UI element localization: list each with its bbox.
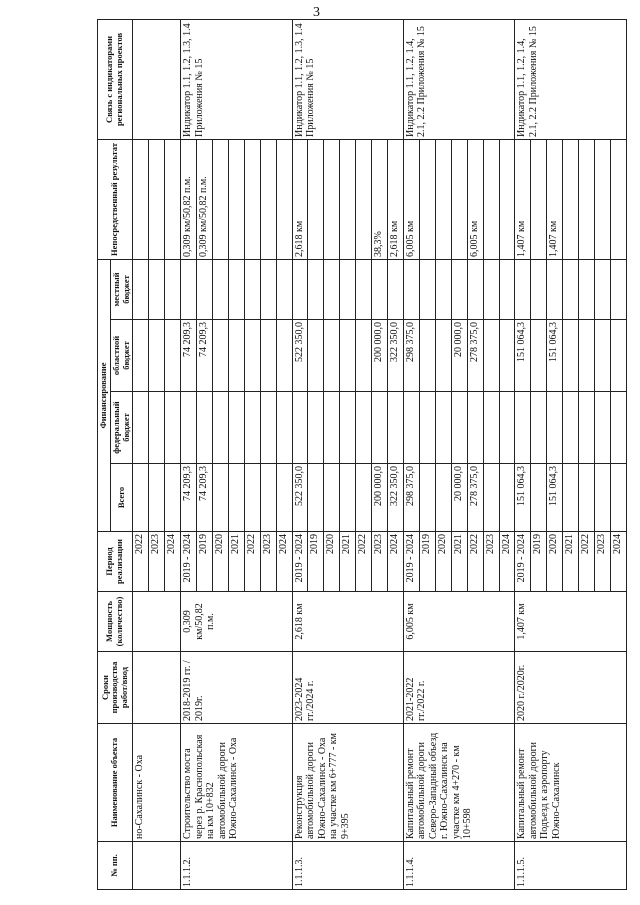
capacity: 2,618 км bbox=[292, 592, 403, 652]
total-amount bbox=[435, 464, 451, 532]
period-year: 2019 - 2024 bbox=[181, 532, 197, 592]
header-terms: Сроки производства работ/ввод bbox=[98, 652, 133, 724]
local-amount bbox=[610, 259, 626, 319]
direct-result bbox=[308, 139, 324, 259]
program-table bbox=[97, 19, 627, 890]
federal-amount bbox=[595, 392, 611, 464]
federal-amount bbox=[244, 392, 260, 464]
period-year: 2023 bbox=[372, 532, 388, 592]
federal-amount bbox=[451, 392, 467, 464]
total-amount bbox=[610, 464, 626, 532]
period-year: 2024 bbox=[499, 532, 515, 592]
direct-result bbox=[228, 139, 244, 259]
row-number: 1.1.1.2. bbox=[181, 842, 292, 890]
regional-amount: 151 064,3 bbox=[515, 320, 531, 392]
total-amount: 20 000,0 bbox=[451, 464, 467, 532]
direct-result bbox=[149, 139, 165, 259]
total-amount: 74 209,3 bbox=[196, 464, 212, 532]
federal-amount bbox=[610, 392, 626, 464]
table-row bbox=[133, 19, 149, 889]
total-amount bbox=[212, 464, 228, 532]
federal-amount bbox=[388, 392, 404, 464]
object-name: Реконструкция автомобильной дороги Южно-Сахалинск - Оха на участке км 6+777 - км 9+395 bbox=[292, 724, 403, 842]
direct-result bbox=[595, 139, 611, 259]
row-number: 1.1.1.3. bbox=[292, 842, 403, 890]
direct-result bbox=[435, 139, 451, 259]
table-row bbox=[515, 19, 531, 889]
header-num: № пп. bbox=[98, 842, 133, 890]
federal-amount bbox=[515, 392, 531, 464]
object-name: но-Сахалинск - Оха bbox=[133, 724, 181, 842]
direct-result bbox=[531, 139, 547, 259]
regional-amount bbox=[228, 320, 244, 392]
period-year: 2021 bbox=[563, 532, 579, 592]
indicator-link bbox=[133, 19, 181, 139]
total-amount bbox=[483, 464, 499, 532]
total-amount bbox=[356, 464, 372, 532]
direct-result: 0,309 км/50,82 п.м. bbox=[181, 139, 197, 259]
local-amount bbox=[324, 259, 340, 319]
regional-amount: 151 064,3 bbox=[547, 320, 563, 392]
federal-amount bbox=[467, 392, 483, 464]
local-amount bbox=[260, 259, 276, 319]
federal-amount bbox=[133, 392, 149, 464]
total-amount bbox=[228, 464, 244, 532]
regional-amount bbox=[595, 320, 611, 392]
local-amount bbox=[451, 259, 467, 319]
regional-amount bbox=[308, 320, 324, 392]
regional-amount bbox=[435, 320, 451, 392]
direct-result bbox=[165, 139, 181, 259]
table-row bbox=[292, 19, 308, 889]
period-year: 2021 bbox=[451, 532, 467, 592]
local-amount bbox=[595, 259, 611, 319]
regional-amount bbox=[563, 320, 579, 392]
total-amount bbox=[531, 464, 547, 532]
local-amount bbox=[340, 259, 356, 319]
federal-amount bbox=[499, 392, 515, 464]
total-amount bbox=[499, 464, 515, 532]
direct-result bbox=[563, 139, 579, 259]
local-amount bbox=[149, 259, 165, 319]
regional-amount bbox=[499, 320, 515, 392]
period-year: 2019 - 2024 bbox=[292, 532, 308, 592]
object-name: Капитальный ремонт автомобильной дороги Подъезд к аэропорту Южно-Сахалинск bbox=[515, 724, 627, 842]
object-name: Капитальный ремонт автомобильной дороги Северо-Западный объезд г. Южно-Сахалинск на участке км 4+270 - км 10+598 bbox=[403, 724, 514, 842]
work-terms: 2023-2024 гг./2024 г. bbox=[292, 652, 403, 724]
direct-result bbox=[340, 139, 356, 259]
period-year: 2023 bbox=[149, 532, 165, 592]
direct-result bbox=[499, 139, 515, 259]
regional-amount bbox=[579, 320, 595, 392]
regional-amount bbox=[149, 320, 165, 392]
total-amount: 322 350,0 bbox=[388, 464, 404, 532]
total-amount bbox=[308, 464, 324, 532]
period-year: 2019 bbox=[531, 532, 547, 592]
period-year: 2022 bbox=[467, 532, 483, 592]
federal-amount bbox=[563, 392, 579, 464]
regional-amount: 74 209,3 bbox=[181, 320, 197, 392]
federal-amount bbox=[149, 392, 165, 464]
local-amount bbox=[435, 259, 451, 319]
local-amount bbox=[483, 259, 499, 319]
direct-result bbox=[610, 139, 626, 259]
table-body bbox=[133, 19, 627, 889]
period-year: 2021 bbox=[228, 532, 244, 592]
total-amount bbox=[595, 464, 611, 532]
federal-amount bbox=[547, 392, 563, 464]
local-amount bbox=[181, 259, 197, 319]
local-amount bbox=[133, 259, 149, 319]
federal-amount bbox=[531, 392, 547, 464]
local-amount bbox=[212, 259, 228, 319]
regional-amount bbox=[356, 320, 372, 392]
period-year: 2019 - 2024 bbox=[515, 532, 531, 592]
federal-amount bbox=[324, 392, 340, 464]
federal-amount bbox=[212, 392, 228, 464]
regional-amount bbox=[133, 320, 149, 392]
direct-result bbox=[419, 139, 435, 259]
object-name: Строительство моста через р. Краснопольская на км 10+832 автомобильной дороги Южно-Сахалинск - Оха bbox=[181, 724, 292, 842]
regional-amount bbox=[483, 320, 499, 392]
period-year: 2024 bbox=[388, 532, 404, 592]
federal-amount bbox=[196, 392, 212, 464]
work-terms: 2018-2019 гг. / 2019г. bbox=[181, 652, 292, 724]
local-amount bbox=[419, 259, 435, 319]
direct-result bbox=[356, 139, 372, 259]
local-amount bbox=[372, 259, 388, 319]
direct-result bbox=[451, 139, 467, 259]
local-amount bbox=[515, 259, 531, 319]
total-amount bbox=[563, 464, 579, 532]
capacity bbox=[133, 592, 181, 652]
header-financing: Финансирование bbox=[98, 259, 111, 531]
direct-result: 1,407 км bbox=[515, 139, 531, 259]
period-year: 2022 bbox=[579, 532, 595, 592]
work-terms bbox=[133, 652, 181, 724]
direct-result bbox=[579, 139, 595, 259]
work-terms: 2020 г./2020г. bbox=[515, 652, 627, 724]
direct-result: 0,309 км/50,82 п.м. bbox=[196, 139, 212, 259]
local-amount bbox=[196, 259, 212, 319]
regional-amount bbox=[340, 320, 356, 392]
period-year: 2019 bbox=[196, 532, 212, 592]
regional-amount: 200 000,0 bbox=[372, 320, 388, 392]
table-row bbox=[403, 19, 419, 889]
total-amount: 278 375,0 bbox=[467, 464, 483, 532]
table-row bbox=[181, 19, 197, 889]
total-amount bbox=[165, 464, 181, 532]
header-result: Непосредственный результат bbox=[98, 139, 133, 259]
period-year: 2023 bbox=[260, 532, 276, 592]
header-capacity: Мощность (количество) bbox=[98, 592, 133, 652]
direct-result: 1,407 км bbox=[547, 139, 563, 259]
total-amount bbox=[149, 464, 165, 532]
regional-amount: 20 000,0 bbox=[451, 320, 467, 392]
total-amount: 151 064,3 bbox=[547, 464, 563, 532]
federal-amount bbox=[228, 392, 244, 464]
regional-amount bbox=[531, 320, 547, 392]
indicator-link: Индикатор 1.1, 1.2, 1.3, 1.4 Приложения № 15 bbox=[181, 19, 292, 139]
local-amount bbox=[308, 259, 324, 319]
total-amount bbox=[419, 464, 435, 532]
total-amount bbox=[340, 464, 356, 532]
regional-amount: 522 350,0 bbox=[292, 320, 308, 392]
period-year: 2019 bbox=[419, 532, 435, 592]
total-amount bbox=[244, 464, 260, 532]
direct-result: 38,3% bbox=[372, 139, 388, 259]
local-amount bbox=[165, 259, 181, 319]
total-amount: 200 000,0 bbox=[372, 464, 388, 532]
indicator-link: Индикатор 1.1, 1.2, 1.4, 2.1, 2.2 Приложения № 15 bbox=[403, 19, 514, 139]
regional-amount bbox=[165, 320, 181, 392]
local-amount bbox=[579, 259, 595, 319]
total-amount: 151 064,3 bbox=[515, 464, 531, 532]
regional-amount bbox=[260, 320, 276, 392]
capacity: 1,407 км bbox=[515, 592, 627, 652]
header-local: местный бюджет bbox=[110, 259, 133, 319]
direct-result bbox=[212, 139, 228, 259]
local-amount bbox=[547, 259, 563, 319]
rotated-table bbox=[97, 20, 627, 890]
local-amount bbox=[563, 259, 579, 319]
total-amount bbox=[324, 464, 340, 532]
federal-amount bbox=[579, 392, 595, 464]
period-year: 2019 - 2024 bbox=[403, 532, 419, 592]
period-year: 2020 bbox=[435, 532, 451, 592]
header-name: Наименование объекта bbox=[98, 724, 133, 842]
federal-amount bbox=[372, 392, 388, 464]
period-year: 2020 bbox=[212, 532, 228, 592]
federal-amount bbox=[276, 392, 292, 464]
regional-amount: 322 350,0 bbox=[388, 320, 404, 392]
local-amount bbox=[531, 259, 547, 319]
period-year: 2024 bbox=[610, 532, 626, 592]
total-amount bbox=[260, 464, 276, 532]
local-amount bbox=[276, 259, 292, 319]
header-total: Всего bbox=[110, 464, 133, 532]
header-period: Период реализации bbox=[98, 532, 133, 592]
capacity: 0,309 км/50,82 п.м. bbox=[181, 592, 292, 652]
federal-amount bbox=[308, 392, 324, 464]
regional-amount: 278 375,0 bbox=[467, 320, 483, 392]
period-year: 2021 bbox=[340, 532, 356, 592]
period-year: 2022 bbox=[356, 532, 372, 592]
period-year: 2022 bbox=[244, 532, 260, 592]
capacity: 6,005 км bbox=[403, 592, 514, 652]
total-amount: 74 209,3 bbox=[181, 464, 197, 532]
federal-amount bbox=[435, 392, 451, 464]
local-amount bbox=[228, 259, 244, 319]
row-number: 1.1.1.5. bbox=[515, 842, 627, 890]
regional-amount bbox=[610, 320, 626, 392]
regional-amount bbox=[276, 320, 292, 392]
period-year: 2023 bbox=[483, 532, 499, 592]
total-amount: 522 350,0 bbox=[292, 464, 308, 532]
federal-amount bbox=[165, 392, 181, 464]
total-amount: 298 375,0 bbox=[403, 464, 419, 532]
regional-amount bbox=[244, 320, 260, 392]
total-amount bbox=[579, 464, 595, 532]
regional-amount: 74 209,3 bbox=[196, 320, 212, 392]
period-year: 2019 bbox=[308, 532, 324, 592]
regional-amount bbox=[212, 320, 228, 392]
federal-amount bbox=[483, 392, 499, 464]
direct-result: 6,005 км bbox=[467, 139, 483, 259]
direct-result: 6,005 км bbox=[403, 139, 419, 259]
federal-amount bbox=[340, 392, 356, 464]
period-year: 2020 bbox=[324, 532, 340, 592]
direct-result bbox=[483, 139, 499, 259]
local-amount bbox=[499, 259, 515, 319]
direct-result bbox=[133, 139, 149, 259]
regional-amount bbox=[324, 320, 340, 392]
total-amount bbox=[276, 464, 292, 532]
federal-amount bbox=[403, 392, 419, 464]
period-year: 2024 bbox=[165, 532, 181, 592]
federal-amount bbox=[181, 392, 197, 464]
federal-amount bbox=[419, 392, 435, 464]
work-terms: 2021-2022 гг./2022 г. bbox=[403, 652, 514, 724]
header-federal: федеральный бюджет bbox=[110, 392, 133, 464]
period-year: 2020 bbox=[547, 532, 563, 592]
federal-amount bbox=[292, 392, 308, 464]
regional-amount bbox=[419, 320, 435, 392]
direct-result: 2,618 км bbox=[388, 139, 404, 259]
local-amount bbox=[403, 259, 419, 319]
local-amount bbox=[388, 259, 404, 319]
direct-result bbox=[324, 139, 340, 259]
header-link: Связь с индикаторами региональных проектов bbox=[98, 19, 133, 139]
total-amount bbox=[133, 464, 149, 532]
direct-result bbox=[276, 139, 292, 259]
direct-result bbox=[260, 139, 276, 259]
local-amount bbox=[292, 259, 308, 319]
local-amount bbox=[356, 259, 372, 319]
indicator-link: Индикатор 1.1, 1.2, 1.3, 1.4 Приложения № 15 bbox=[292, 19, 403, 139]
direct-result bbox=[244, 139, 260, 259]
local-amount bbox=[467, 259, 483, 319]
local-amount bbox=[244, 259, 260, 319]
regional-amount: 298 375,0 bbox=[403, 320, 419, 392]
federal-amount bbox=[356, 392, 372, 464]
indicator-link: Индикатор 1.1, 1.2, 1.4, 2.1, 2.2 Приложения № 15 bbox=[515, 19, 627, 139]
direct-result: 2,618 км bbox=[292, 139, 308, 259]
header-regional: областной бюджет bbox=[110, 320, 133, 392]
page-number: 3 bbox=[313, 5, 320, 20]
period-year: 2024 bbox=[276, 532, 292, 592]
row-number: 1.1.1.4. bbox=[403, 842, 514, 890]
period-year: 2022 bbox=[133, 532, 149, 592]
header-row-1 bbox=[98, 19, 111, 889]
row-number bbox=[133, 842, 181, 890]
federal-amount bbox=[260, 392, 276, 464]
period-year: 2023 bbox=[595, 532, 611, 592]
